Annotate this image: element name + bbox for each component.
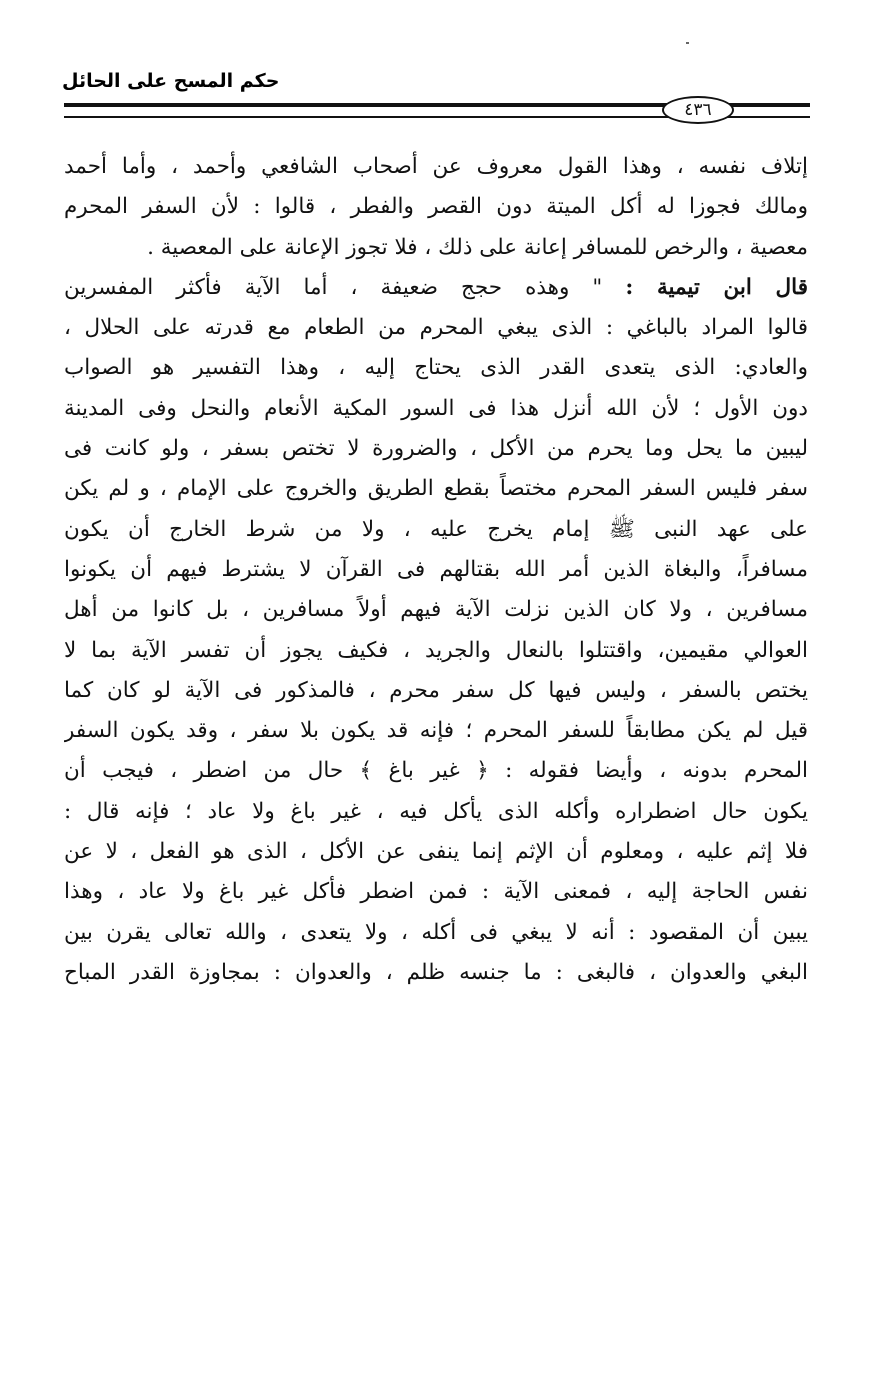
- text-line: فلا إثم عليه ، ومعلوم أن الإثم إنما ينفى عن الأكل ، الذى هو الفعل ، لا عن: [64, 839, 808, 865]
- text-line: يبين أن المقصود : أنه لا يبغي فى أكله ، ولا يتعدى ، والله تعالى يقرن بين: [64, 919, 808, 945]
- text-line: ومالك فجوزا له أكل الميتة دون القصر والفطر ، قالوا : لأن السفر المحرم: [64, 194, 808, 220]
- text-line: دون الأول ؛ لأن الله أنزل هذا فى السور المكية الأنعام والنحل وفى المدينة: [64, 395, 808, 421]
- text-line: قيل لم يكن مطابقاً للسفر المحرم ؛ فإنه قد يكون بلا سفر ، وقد يكون السفر: [64, 718, 808, 744]
- text-line: على عهد النبى ﷺ إمام يخرج عليه ، ولا من شرط الخارج أن يكون: [64, 516, 808, 542]
- text-line: المحرم بدونه ، وأيضا فقوله : ﴿ غير باغ ﴾ حال من اضطر ، فيجب أن: [64, 758, 808, 784]
- text-line: يكون حال اضطراره وأكله الذى يأكل فيه ، غير باغ ولا عاد ؛ فإنه قال :: [64, 798, 808, 824]
- text-line: البغي والعدوان ، فالبغى : ما جنسه ظلم ، والعدوان : بمجاوزة القدر المباح: [64, 959, 808, 985]
- text-line: معصية ، والرخص للمسافر إعانة على ذلك ، فلا تجوز الإعانة على المعصية .: [147, 234, 808, 260]
- quote-attribution: قال ابن تيمية :: [625, 274, 808, 300]
- text-line: نفس الحاجة إليه ، فمعنى الآية : فمن اضطر فأكل غير باغ ولا عاد ، وهذا: [64, 879, 808, 905]
- page-number: ٤٣٦: [662, 96, 734, 124]
- text-line: إتلاف نفسه ، وهذا القول معروف عن أصحاب الشافعي وأحمد ، وأما أحمد: [64, 154, 808, 179]
- text-line: ليبين ما يحل وما يحرم من الأكل ، والضرورة لا تختص بسفر ، ولو كانت فى: [64, 436, 808, 462]
- running-title: حكم المسح على الحائل: [62, 70, 280, 92]
- text-line: يختص بالسفر ، وليس فيها كل سفر محرم ، فالمذكور فى الآية لو كان كما: [64, 677, 808, 703]
- text-line: قالوا المراد بالباغي : الذى يبغي المحرم من الطعام مع قدرته على الحلال ،: [64, 315, 808, 341]
- text-line: مسافرين ، ولا كان الذين نزلت الآية فيهم أولاً مسافرين ، بل كانوا من أهل: [64, 597, 808, 623]
- text-line-with-lead: [64, 268, 808, 308]
- text-line: العوالي مقيمين، واقتتلوا بالنعال والجريد ، فكيف يجوز أن تفسر الآية بما لا: [64, 637, 808, 663]
- text-line: مسافراً، والبغاة الذين أمر الله بقتالهم فى القرآن لا يشترط فيهم أن يكونوا: [64, 556, 808, 582]
- body-text: [64, 147, 808, 993]
- scan-speck: [686, 42, 689, 44]
- text-line: والعادي: الذى يتعدى القدر الذى يحتاج إليه ، وهذا التفسير هو الصواب: [64, 355, 808, 381]
- text-line: سفر فليس السفر المحرم مختصاً بقطع الطريق والخروج على الإمام ، و لم يكن: [64, 476, 808, 502]
- text-line-rest: " وهذه حجج ضعيفة ، أما الآية فأكثر المفسرين: [64, 274, 603, 300]
